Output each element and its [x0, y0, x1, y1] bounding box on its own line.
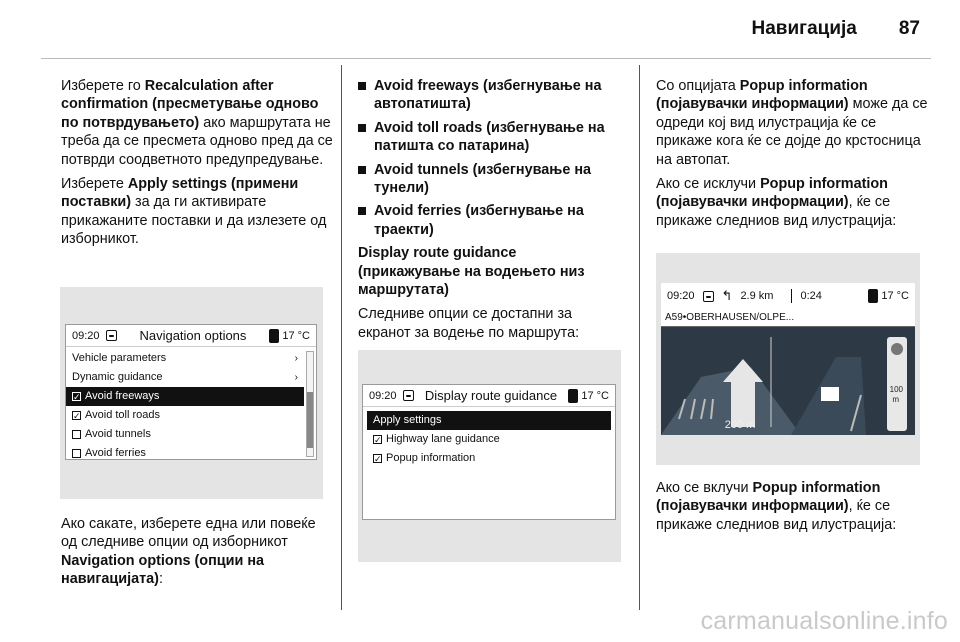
menu-item-label: Avoid toll roads: [85, 409, 161, 421]
menu-item-label: Popup information: [386, 452, 476, 464]
bullet-item: Avoid freeways (избегнување на автопатишта): [358, 77, 622, 114]
bullet-square-icon: [358, 82, 366, 90]
menu-item-label: Apply settings: [373, 414, 442, 426]
bullet-square-icon: [358, 166, 366, 174]
screenshot-frame-map: [656, 253, 920, 465]
road-sign-bar: A59•OBERHAUSEN/OLPE...: [661, 309, 915, 327]
bullet-square-icon: [358, 207, 366, 215]
column-1-lower: [61, 515, 333, 595]
paragraph-popup-information: Со опцијата Popup information (појавувачки информации) може да се одреди кој вид илустрација ќе се прикаже кога ќе се дојде до крстосница на автопат.: [656, 78, 928, 168]
phone-icon: [703, 291, 714, 302]
screenshot-frame-navigation-options: [60, 287, 323, 499]
thermometer-icon: [868, 289, 878, 303]
section-title: Навигација: [751, 18, 857, 39]
menu-list: [363, 407, 615, 468]
clock: 09:20: [667, 290, 695, 302]
header-rule: [41, 58, 931, 59]
menu-item-label: Highway lane guidance: [386, 433, 500, 445]
screen-top-bar: [66, 325, 316, 347]
checkbox-checked-icon[interactable]: [72, 392, 81, 401]
screen-title: Display route guidance: [424, 388, 558, 403]
bullet-square-icon: [358, 124, 366, 132]
menu-item[interactable]: [66, 368, 304, 387]
clock: 09:20: [72, 329, 100, 342]
menu-item[interactable]: [66, 425, 304, 444]
column-divider: [639, 65, 640, 610]
menu-item[interactable]: [66, 406, 304, 425]
menu-item-label: Avoid ferries: [85, 447, 146, 459]
map-screen: [661, 283, 915, 435]
phone-icon: [106, 330, 117, 341]
menu-list: [66, 347, 304, 460]
column-3: [656, 77, 928, 236]
menu-item[interactable]: [367, 411, 611, 430]
scale-value: 100: [889, 385, 903, 394]
menu-item[interactable]: [66, 444, 304, 460]
paragraph-navigation-options: Ако сакате, изберете една или повеќе од следниве опции од изборникот Navigation options (опции на навигацијата):: [61, 516, 316, 588]
checkbox-unchecked-icon[interactable]: [72, 430, 81, 439]
paragraph-route-guidance-options: Следниве опции се достапни за екранот за водење по маршрута:: [358, 306, 580, 341]
checkbox-checked-icon[interactable]: [72, 411, 81, 420]
page-number: 87: [898, 18, 920, 39]
menu-item[interactable]: [66, 387, 304, 406]
thermometer-icon: [269, 329, 279, 343]
screen-top-bar: [363, 385, 615, 407]
scrollbar-thumb[interactable]: [307, 392, 313, 448]
thermometer-icon: [568, 389, 578, 403]
column-1: [61, 77, 333, 255]
map-view[interactable]: [661, 327, 915, 435]
turn-distance: 200 m: [724, 419, 756, 431]
screen-title: Navigation options: [139, 328, 247, 343]
eta-divider: [791, 289, 792, 303]
distance-to-turn: 2.9 km: [740, 290, 774, 302]
temperature: 17 °C: [568, 389, 609, 403]
navigation-options-screen: [65, 324, 317, 460]
chevron-right-icon: ›: [294, 353, 298, 364]
phone-icon: [403, 390, 414, 401]
menu-item-label: Avoid freeways: [85, 390, 160, 402]
paragraph-recalculation: Изберете го Recalculation after confirmation (пресметување одново по потврдувањето) ако маршрутата не треба да се пресмета одново пред да се потврди соодветното предупредување.: [61, 78, 333, 168]
clock: 09:20: [369, 389, 397, 402]
scrollbar[interactable]: [306, 351, 314, 457]
zoom-icon[interactable]: [891, 343, 903, 355]
paragraph-popup-on: Ако се вклучи Popup information (појавувачки информации), ќе се прикаже следниов вид илустрација:: [656, 480, 897, 533]
bullet-item: Avoid toll roads (избегнување на патишта со патарина): [358, 119, 622, 156]
menu-item[interactable]: [66, 349, 304, 368]
route-guidance-screen: [362, 384, 616, 520]
checkbox-checked-icon[interactable]: [373, 435, 382, 444]
map-top-bar: [661, 283, 915, 309]
column-divider: [341, 65, 342, 610]
subheading-display-route-guidance: Display route guidance (прикажување на водењето низ маршрутата): [358, 245, 585, 299]
menu-item[interactable]: [367, 449, 611, 468]
checkbox-checked-icon[interactable]: [373, 454, 382, 463]
checkbox-unchecked-icon[interactable]: [72, 449, 81, 458]
watermark-url: carmanualsonline.info: [700, 607, 948, 635]
turn-icon: ↰: [721, 288, 733, 303]
temperature: 17 °C: [868, 289, 909, 303]
paragraph-popup-off: Ако се исклучи Popup information (појавувачки информации), ќе се прикаже следниов вид илустрација:: [656, 176, 897, 229]
menu-item-label: Dynamic guidance: [72, 371, 163, 383]
bullet-item: Avoid ferries (избегнување на траекти): [358, 202, 622, 239]
arrival-time: 0:24: [800, 290, 822, 302]
column-3-lower: [656, 479, 928, 540]
chevron-right-icon: ›: [294, 372, 298, 383]
menu-item[interactable]: [367, 430, 611, 449]
avoid-options-list: [358, 77, 622, 239]
menu-item-label: Avoid tunnels: [85, 428, 151, 440]
column-2: [358, 77, 622, 348]
screenshot-frame-route-guidance: [358, 350, 621, 562]
menu-item-label: Vehicle parameters: [72, 352, 167, 364]
page-header: [752, 18, 920, 40]
bullet-item: Avoid tunnels (избегнување на тунели): [358, 161, 622, 198]
scale-unit: m: [892, 395, 899, 404]
paragraph-apply-settings: Изберете Apply settings (примени поставки) за да ги активирате прикажаните поставки и да излезете од изборникот.: [61, 176, 327, 248]
temperature: 17 °C: [269, 329, 310, 343]
poi-icon: [821, 387, 839, 401]
